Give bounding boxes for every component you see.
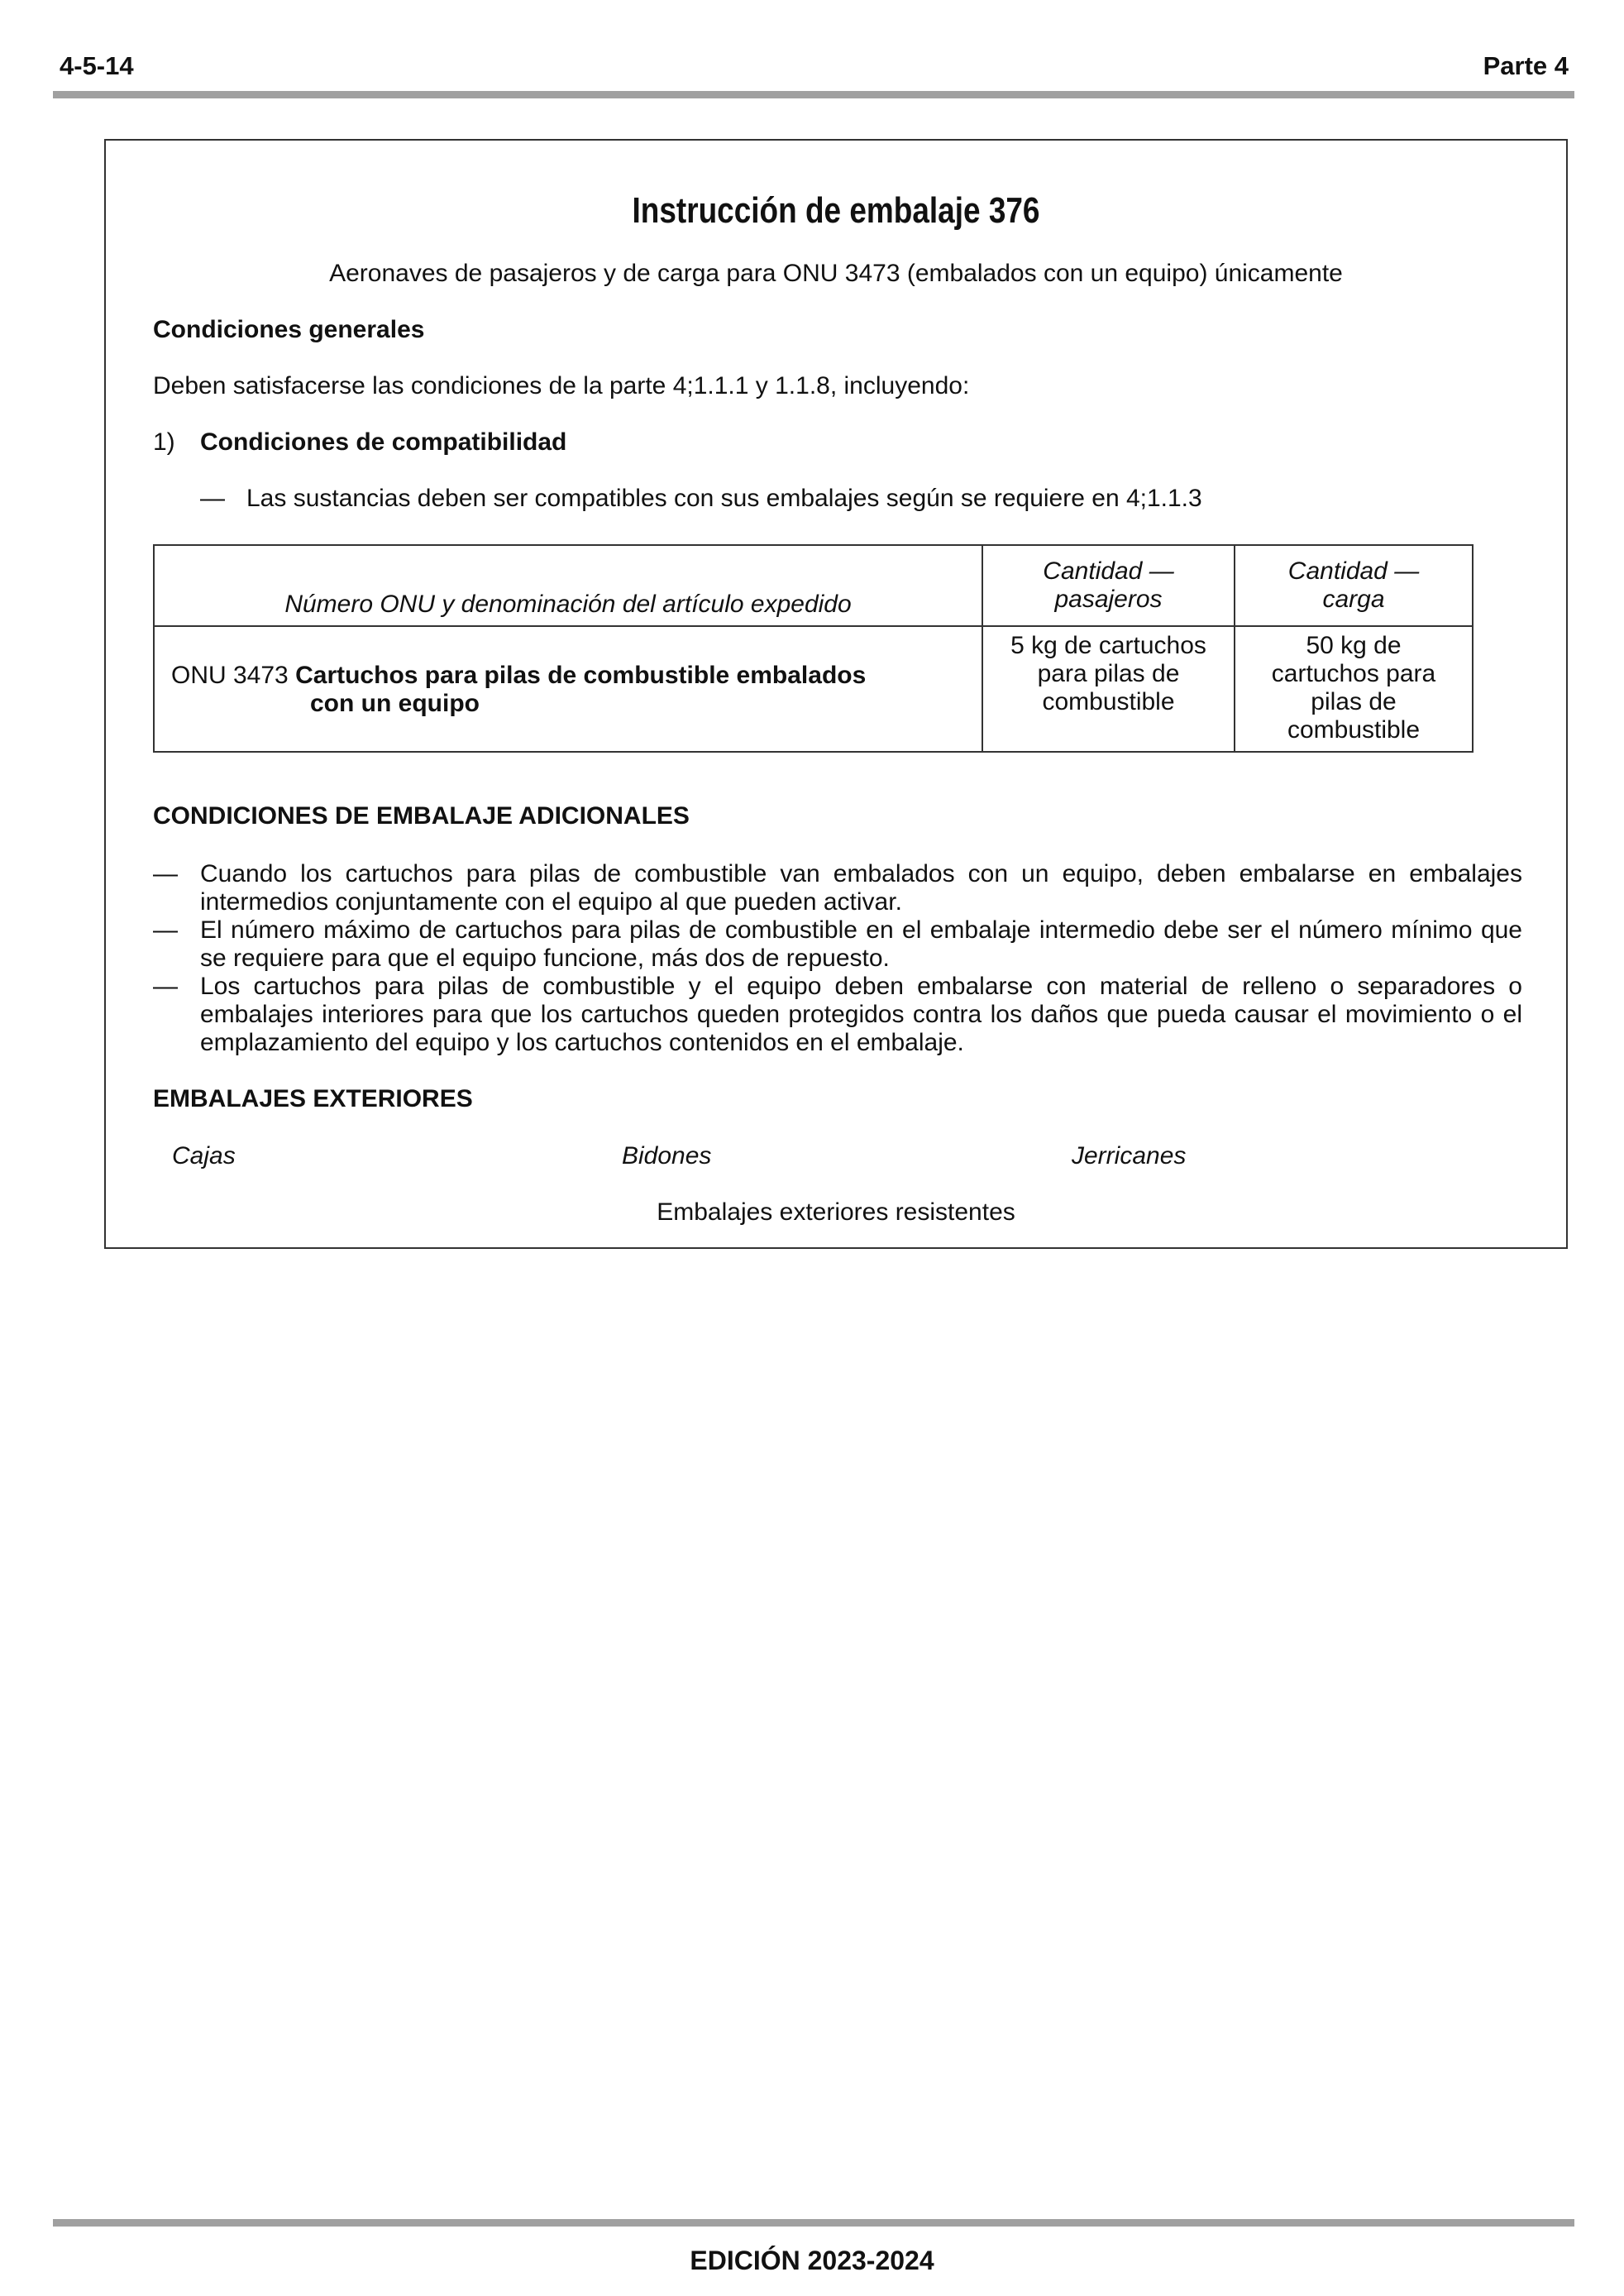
general-conditions-text: Deben satisfacerse las condiciones de la parte 4;1.1.1 y 1.1.8, incluyendo: bbox=[153, 372, 970, 399]
general-conditions-heading: Condiciones generales bbox=[153, 316, 425, 343]
cargo-qty-line: 50 kg de bbox=[1306, 632, 1402, 659]
passenger-qty-line: combustible bbox=[1042, 688, 1175, 715]
header-cargo-line2: carga bbox=[1322, 586, 1385, 613]
instruction-title: Instrucción de embalaje 376 bbox=[632, 190, 1040, 231]
list-item-text: Los cartuchos para pilas de combustible y el equipo deben embalarse con material de relleno o separadores o embalajes interiores para que los cartuchos queden protegidos contra los daños que pueda causar el movimiento o el emplazamiento del equipo y los cartuchos contenidos en el embalaje. bbox=[200, 973, 1522, 1056]
header-cargo-qty bbox=[1235, 545, 1473, 626]
cargo-qty-line: combustible bbox=[1287, 716, 1421, 744]
list-item-text: Cuando los cartuchos para pilas de combustible van embalados con un equipo, deben embalarse en embalajes intermedios conjuntamente con el equipo al que pueden activar. bbox=[200, 860, 1522, 916]
passenger-quantity bbox=[982, 626, 1235, 752]
list-item-text: El número máximo de cartuchos para pilas de combustible en el embalaje intermedio debe ser el número mínimo que se requiere para que el equipo funcione, más dos de repuesto. bbox=[200, 916, 1522, 972]
list-item bbox=[153, 973, 1522, 1057]
un-entry bbox=[154, 626, 982, 752]
un-name-line1: Cartuchos para pilas de combustible embalados bbox=[295, 662, 867, 689]
cargo-quantity bbox=[1235, 626, 1473, 752]
outer-packaging-heading: EMBALAJES EXTERIORES bbox=[153, 1085, 473, 1112]
additional-conditions-heading: CONDICIONES DE EMBALAJE ADICIONALES bbox=[153, 802, 690, 830]
outer-packaging-note: Embalajes exteriores resistentes bbox=[657, 1198, 1015, 1226]
edition-footer: EDICIÓN 2023-2024 bbox=[690, 2246, 934, 2275]
footer-rule bbox=[53, 2219, 1574, 2227]
instruction-subtitle: Aeronaves de pasajeros y de carga para ONU 3473 (embalados con un equipo) únicamente bbox=[329, 260, 1343, 287]
compatibility-number: 1) bbox=[153, 428, 175, 456]
header-passenger-line2: pasajeros bbox=[1054, 586, 1163, 613]
outer-type-boxes: Cajas bbox=[172, 1142, 236, 1170]
compatibility-text: Las sustancias deben ser compatibles con sus embalajes según se requiere en 4;1.1.3 bbox=[246, 485, 1202, 512]
header-un-name: Número ONU y denominación del artículo expedido bbox=[154, 545, 982, 626]
list-dash: — bbox=[153, 973, 178, 1000]
passenger-qty-line: para pilas de bbox=[1037, 660, 1180, 687]
header-passenger-qty bbox=[982, 545, 1235, 626]
header-rule bbox=[53, 91, 1574, 98]
cargo-qty-line: cartuchos para bbox=[1271, 660, 1436, 687]
un-number: ONU 3473 bbox=[171, 662, 289, 689]
un-quantity-table bbox=[153, 544, 1474, 753]
list-dash: — bbox=[153, 860, 178, 887]
cargo-qty-line: pilas de bbox=[1311, 688, 1397, 715]
compatibility-heading: Condiciones de compatibilidad bbox=[200, 428, 567, 456]
additional-conditions-list bbox=[153, 860, 1522, 1057]
compatibility-dash: — bbox=[200, 485, 225, 512]
header-passenger-line1: Cantidad — bbox=[1043, 557, 1174, 585]
outer-type-jerricans: Jerricanes bbox=[1072, 1142, 1187, 1170]
list-dash: — bbox=[153, 916, 178, 944]
packing-instruction-box bbox=[104, 139, 1568, 1249]
list-item bbox=[153, 916, 1522, 973]
page-reference: 4-5-14 bbox=[60, 51, 134, 80]
header-cargo-line1: Cantidad — bbox=[1287, 557, 1420, 585]
passenger-qty-line: 5 kg de cartuchos bbox=[1010, 632, 1206, 659]
outer-type-drums: Bidones bbox=[622, 1142, 712, 1170]
list-item bbox=[153, 860, 1522, 916]
table-header-row bbox=[154, 545, 1473, 626]
part-label: Parte 4 bbox=[1483, 51, 1569, 80]
un-name-line2: con un equipo bbox=[310, 690, 480, 717]
table-row bbox=[154, 626, 1473, 752]
